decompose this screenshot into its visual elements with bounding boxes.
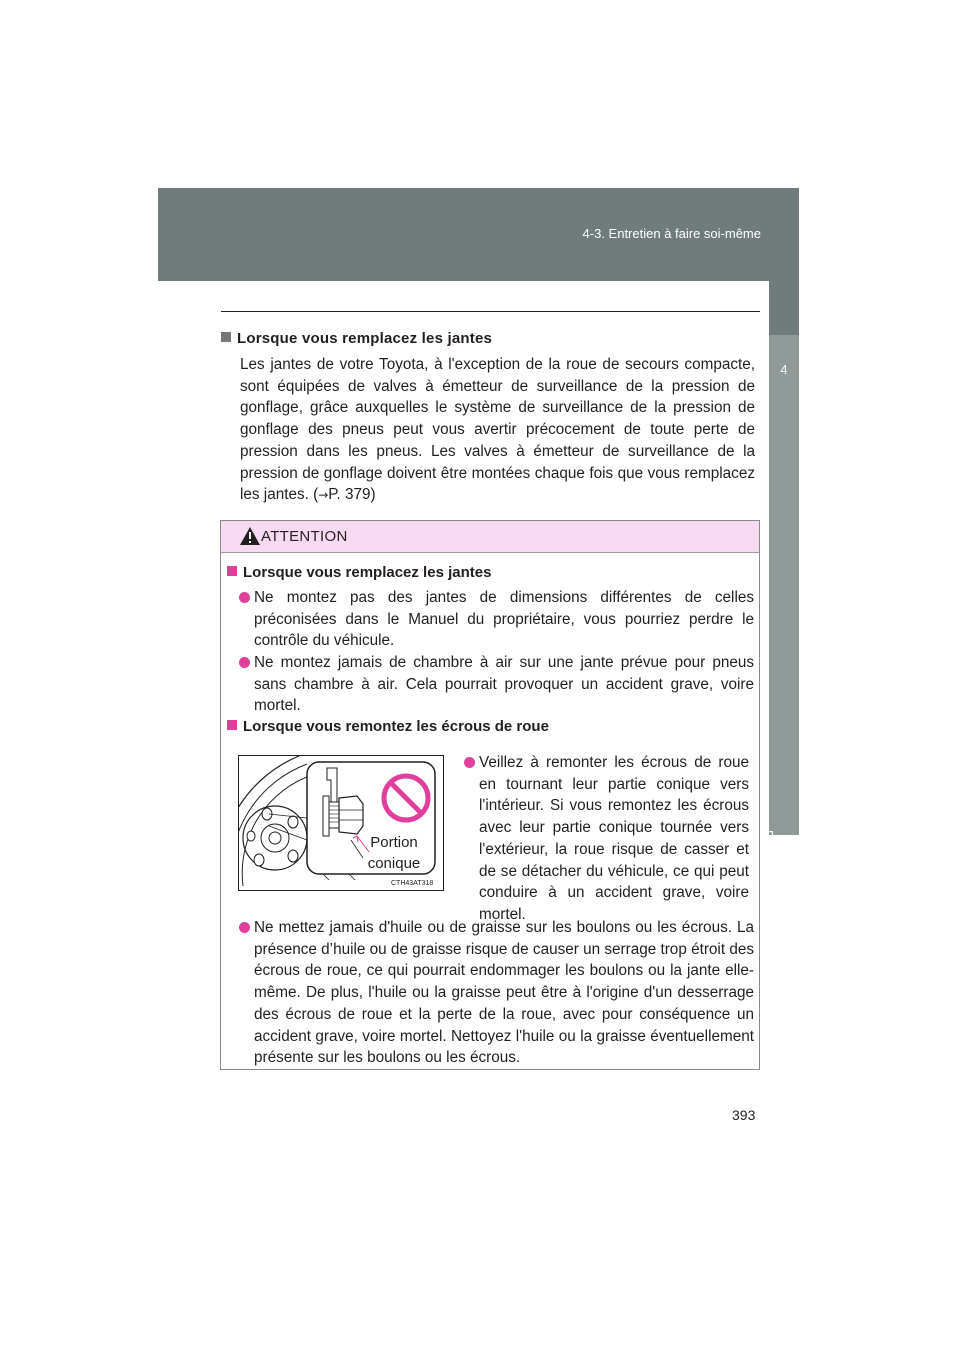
square-bullet-icon — [221, 332, 231, 342]
section-heading: Lorsque vous remplacez les jantes — [221, 330, 492, 347]
arrow-right-icon: → — [318, 488, 329, 503]
bullet-dot-icon — [464, 757, 475, 768]
header-section-title: 4-3. Entretien à faire soi-même — [582, 226, 761, 241]
chapter-number: 4 — [780, 362, 788, 377]
divider — [221, 311, 760, 312]
warning-bullet: Ne montez jamais de chambre à air sur une jante prévue pour pneus sans chambre à air. Cela pourrait provoquer un accident grave, voire mortel. — [239, 652, 754, 717]
bullet-dot-icon — [239, 657, 250, 668]
figure-label: Portion conique — [367, 834, 421, 872]
warning-triangle-icon — [239, 526, 261, 546]
bullet-dot-icon — [239, 922, 250, 933]
bullet-dot-icon — [239, 592, 250, 603]
warning-bullet: Ne mettez jamais d'huile ou de graisse sur les boulons ou les écrous. La présence d’huile ou de graisse risque de causer un serrage trop étroit des écrous de roue, ce qui pourrait endommager les boulons ou la jante elle-même. De plus, l'huile ou la graisse peut être à l'origine d'un desserrage des écrous de roue et la perte de la roue, avec pour conséquence un accident grave, voire mortel. Nettoyez l'huile ou la graisse éventuellement présente sur les boulons ou les écrous. — [239, 917, 754, 1069]
chapter-title: Entretien et soin — [761, 830, 776, 924]
figure-code: CTH43AT318 — [391, 880, 434, 887]
header-band — [158, 188, 799, 281]
warning-bullet: Veillez à remonter les écrous de roue en tournant leur partie conique vers l'intérieur. Si vous remontez les écrous avec leur partie conique tournée vers l'extérieur, la roue risque de casser et de se détacher du véhicule, ce qui peut conduire à un accident grave, voire mortel. — [464, 752, 749, 926]
square-bullet-icon — [227, 566, 237, 576]
square-bullet-icon — [227, 720, 237, 730]
warning-header — [221, 521, 759, 553]
chapter-tab — [769, 281, 799, 335]
warning-subheading-1: Lorsque vous remplacez les jantes — [227, 564, 491, 581]
section-paragraph: Les jantes de votre Toyota, à l'exception de la roue de secours compacte, sont équipées de valves à émetteur de surveillance de la pression de gonflage, grâce auxquelles le système de surveillance de la pression de gonflage des pneus peut vous avertir précocement de toute perte de pression dans les pneus. Les valves à émetteur de surveillance de la pression de gonflage doivent être montées chaque fois que vous remplacez les jantes. (→P. 379) — [240, 356, 755, 504]
warning-subheading-2: Lorsque vous remontez les écrous de roue — [227, 718, 549, 735]
warning-bullet: Ne montez pas des jantes de dimensions différentes de celles préconisées dans le Manuel du propriétaire, vous pourriez perdre le contrôle du véhicule. — [239, 587, 754, 652]
page-number: 393 — [732, 1107, 756, 1123]
wheel-nut-illustration — [238, 755, 444, 891]
chapter-side-band — [769, 335, 799, 835]
warning-title: ATTENTION — [261, 528, 348, 545]
